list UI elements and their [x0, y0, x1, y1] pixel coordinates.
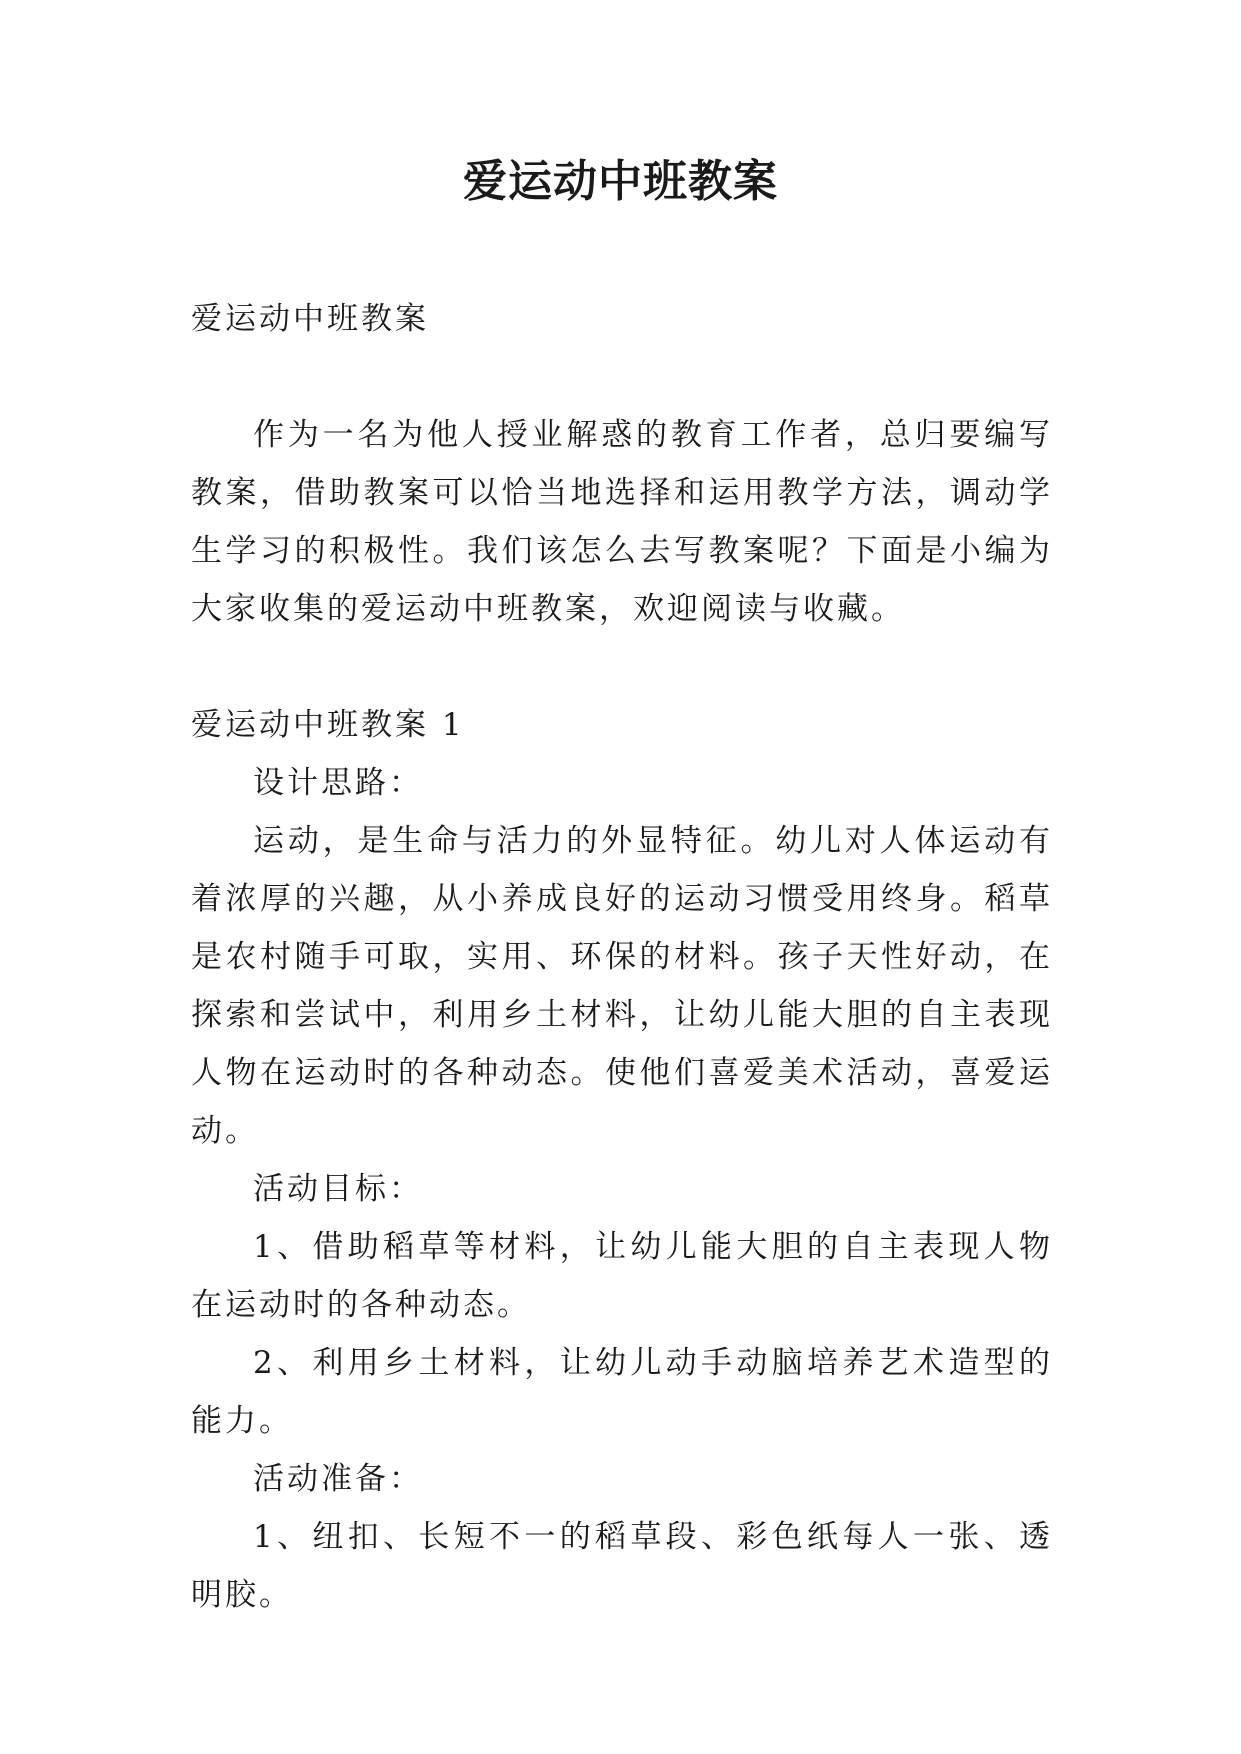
prep-heading: 活动准备：: [253, 1461, 423, 1497]
goal-item-2: 2、利用乡土材料，让幼儿动手动脑培养艺术造型的能力。: [191, 1345, 1053, 1439]
document-body: [191, 290, 1053, 1624]
goals-heading: 活动目标：: [253, 1171, 423, 1207]
prep-item-1: 1、纽扣、长短不一的稻草段、彩色纸每人一张、透明胶。: [191, 1519, 1053, 1613]
design-paragraph: 运动，是生命与活力的外显特征。幼儿对人体运动有着浓厚的兴趣，从小养成良好的运动习惯受用终身。稻草是农村随手可取，实用、环保的材料。孩子天性好动，在探索和尝试中，利用乡土材料，让幼儿能大胆的自主表现人物在运动时的各种动态。使他们喜爱美术活动，喜爱运动。: [191, 823, 1053, 1149]
intro-paragraph: 作为一名为他人授业解惑的教育工作者，总归要编写教案，借助教案可以恰当地选择和运用教学方法，调动学生学习的积极性。我们该怎么去写教案呢？下面是小编为大家收集的爱运动中班教案，欢迎阅读与收藏。: [191, 417, 1053, 627]
goal-item-1: 1、借助稻草等材料，让幼儿能大胆的自主表现人物在运动时的各种动态。: [191, 1229, 1053, 1323]
document-title: 爱运动中班教案: [463, 156, 778, 207]
document-subtitle: 爱运动中班教案: [191, 301, 429, 337]
design-heading: 设计思路：: [253, 765, 423, 801]
section-heading: 爱运动中班教案 1: [191, 707, 465, 743]
